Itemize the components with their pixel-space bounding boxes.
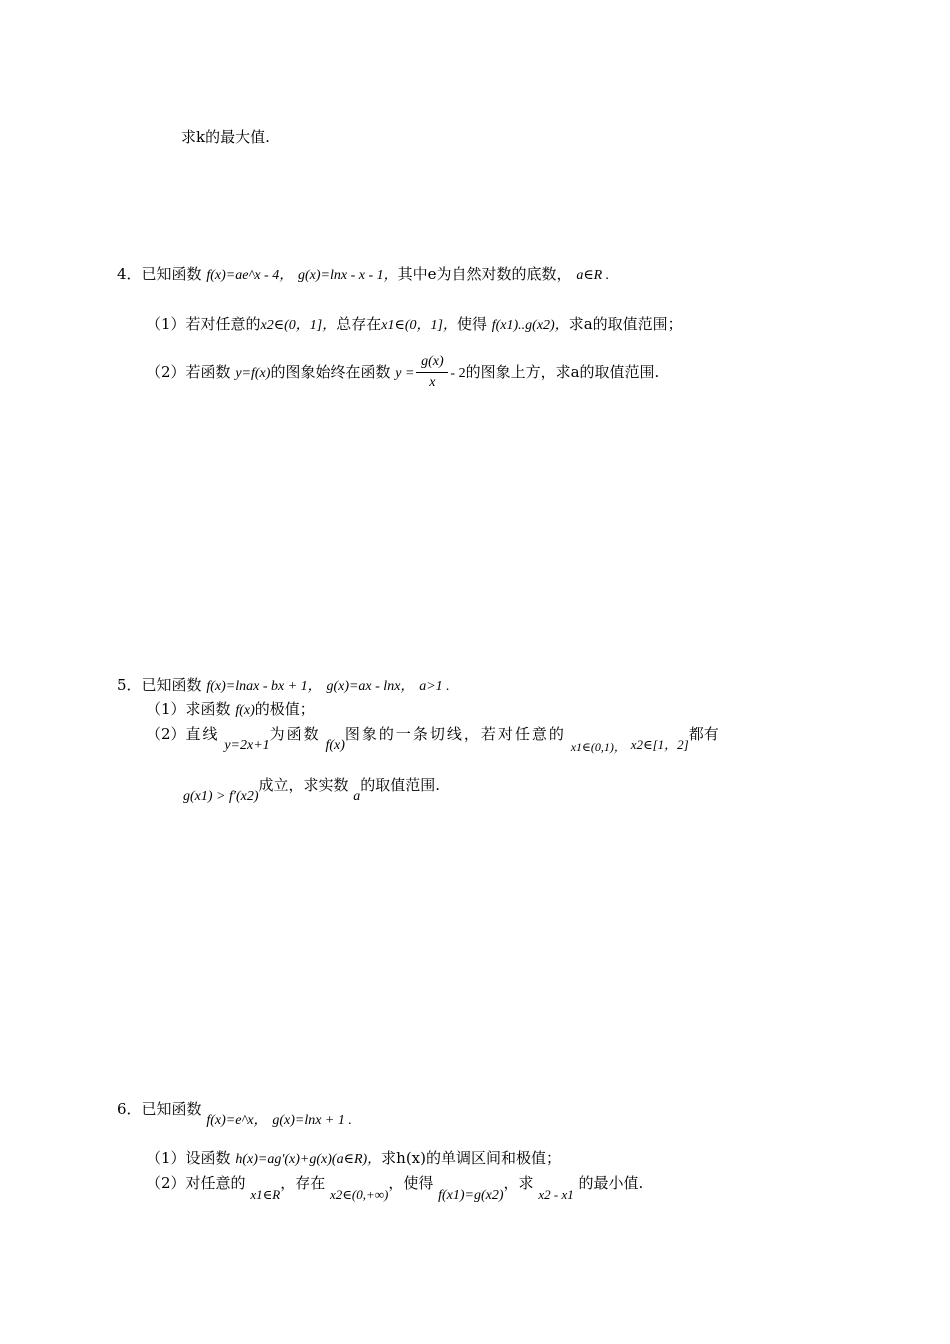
part-text: 图象的一条切线，若对任意的 <box>344 725 566 743</box>
problem-6-g-def: g(x)=lnx + 1 . <box>272 1113 352 1128</box>
problem-4-lead: 已知函数 <box>141 265 202 283</box>
part-math: x2∈(0,+∞) <box>329 1187 389 1202</box>
part-math: f(x1)..g(x2)， <box>491 318 569 333</box>
problem-4-number: 4． <box>117 265 142 283</box>
problem-5-part-2-continued <box>183 775 441 804</box>
part-text: ，存在 <box>280 1174 326 1192</box>
part-text: 的极值； <box>254 700 315 718</box>
part-math: x2 - x1 <box>538 1187 574 1202</box>
part-text: 总存在 <box>336 315 382 333</box>
part-label: （2） <box>146 363 186 381</box>
problem-5-part-1 <box>146 699 315 721</box>
problem-4-g-def: g(x)=lnx - x - 1， <box>298 268 398 283</box>
part-text: ，使得 <box>388 1174 434 1192</box>
problem-5-g-def: g(x)=ax - lnx， <box>326 679 415 694</box>
part-math: - 2 <box>450 366 466 381</box>
part-math: y = <box>395 366 415 381</box>
problem-5-lead: 已知函数 <box>141 676 202 694</box>
problem-4-part-1 <box>146 314 683 336</box>
part-text: 设函数 <box>185 1149 231 1167</box>
part-math: h(x)=ag′(x)+g(x)(a∈R)， <box>235 1152 382 1167</box>
part-math: f(x) <box>325 738 345 753</box>
part-text: 直线 <box>185 725 220 743</box>
part-text: 求函数 <box>185 700 231 718</box>
problem-4-domain: a∈R . <box>576 268 610 283</box>
part-math: a <box>353 789 361 804</box>
problem-5-stem <box>117 675 450 697</box>
part-math: x2∈(0，1]， <box>260 318 337 333</box>
problem-6-part-2 <box>146 1173 644 1203</box>
part-math: f(x1)=g(x2) <box>438 1188 504 1203</box>
fraction-numerator: g(x) <box>421 354 444 369</box>
problem-5-f-def: f(x)=lnax - bx + 1， <box>206 679 322 694</box>
part-math: f(x) <box>235 703 255 718</box>
part-text: 求h(x)的单调区间和极值； <box>381 1149 561 1167</box>
part-label: （1） <box>146 700 186 718</box>
part-text: 为函数 <box>269 725 321 743</box>
part-math: x1∈(0,1)， <box>570 740 626 754</box>
part-text: 的图象上方，求a的取值范围. <box>465 363 660 381</box>
part-text: 都有 <box>688 725 719 743</box>
fraction-denominator: x <box>429 375 436 390</box>
problem-6-f-def: f(x)=e^x， <box>206 1113 268 1128</box>
part-label: （1） <box>146 1149 186 1167</box>
part-math: x1∈R <box>250 1187 281 1202</box>
part-label: （2） <box>146 725 186 743</box>
part-label: （1） <box>146 315 186 333</box>
part-text: 使得 <box>456 315 487 333</box>
part-text: 的图象始终在函数 <box>270 363 391 381</box>
part-math: y=2x+1 <box>224 738 270 753</box>
part-text: 的取值范围. <box>360 776 441 794</box>
intro-line <box>181 127 270 147</box>
part-text: ，求 <box>503 1174 534 1192</box>
problem-4-stem <box>117 264 609 286</box>
problem-4-f-def: f(x)=ae^x - 4， <box>206 268 294 283</box>
problem-5-number: 5． <box>117 676 142 694</box>
problem-6-part-1 <box>146 1148 561 1170</box>
part-text: 求a的取值范围； <box>568 315 683 333</box>
part-text: 若函数 <box>185 363 231 381</box>
part-math: x2∈[1，2] <box>630 737 689 752</box>
fraction <box>414 353 450 393</box>
problem-6-number: 6． <box>117 1100 142 1118</box>
problem-4-part-2 <box>146 352 659 394</box>
problem-6-lead: 已知函数 <box>141 1100 202 1118</box>
part-math: g(x1) > f′(x2) <box>183 789 259 804</box>
part-text: 对任意的 <box>185 1174 246 1192</box>
part-math: x1∈(0，1]， <box>381 318 457 333</box>
part-label: （2） <box>146 1174 186 1192</box>
problem-6-stem <box>117 1099 352 1128</box>
problem-5-domain: a>1 . <box>419 679 450 694</box>
intro-text: 求k的最大值. <box>181 128 270 146</box>
fraction-bar <box>416 372 448 373</box>
part-text: 若对任意的 <box>185 315 261 333</box>
part-math: y=f(x) <box>235 366 271 381</box>
part-text: 的最小值. <box>578 1174 644 1192</box>
part-text: 成立，求实数 <box>258 776 349 794</box>
problem-4-tail: 其中e为自然对数的底数， <box>397 265 572 283</box>
